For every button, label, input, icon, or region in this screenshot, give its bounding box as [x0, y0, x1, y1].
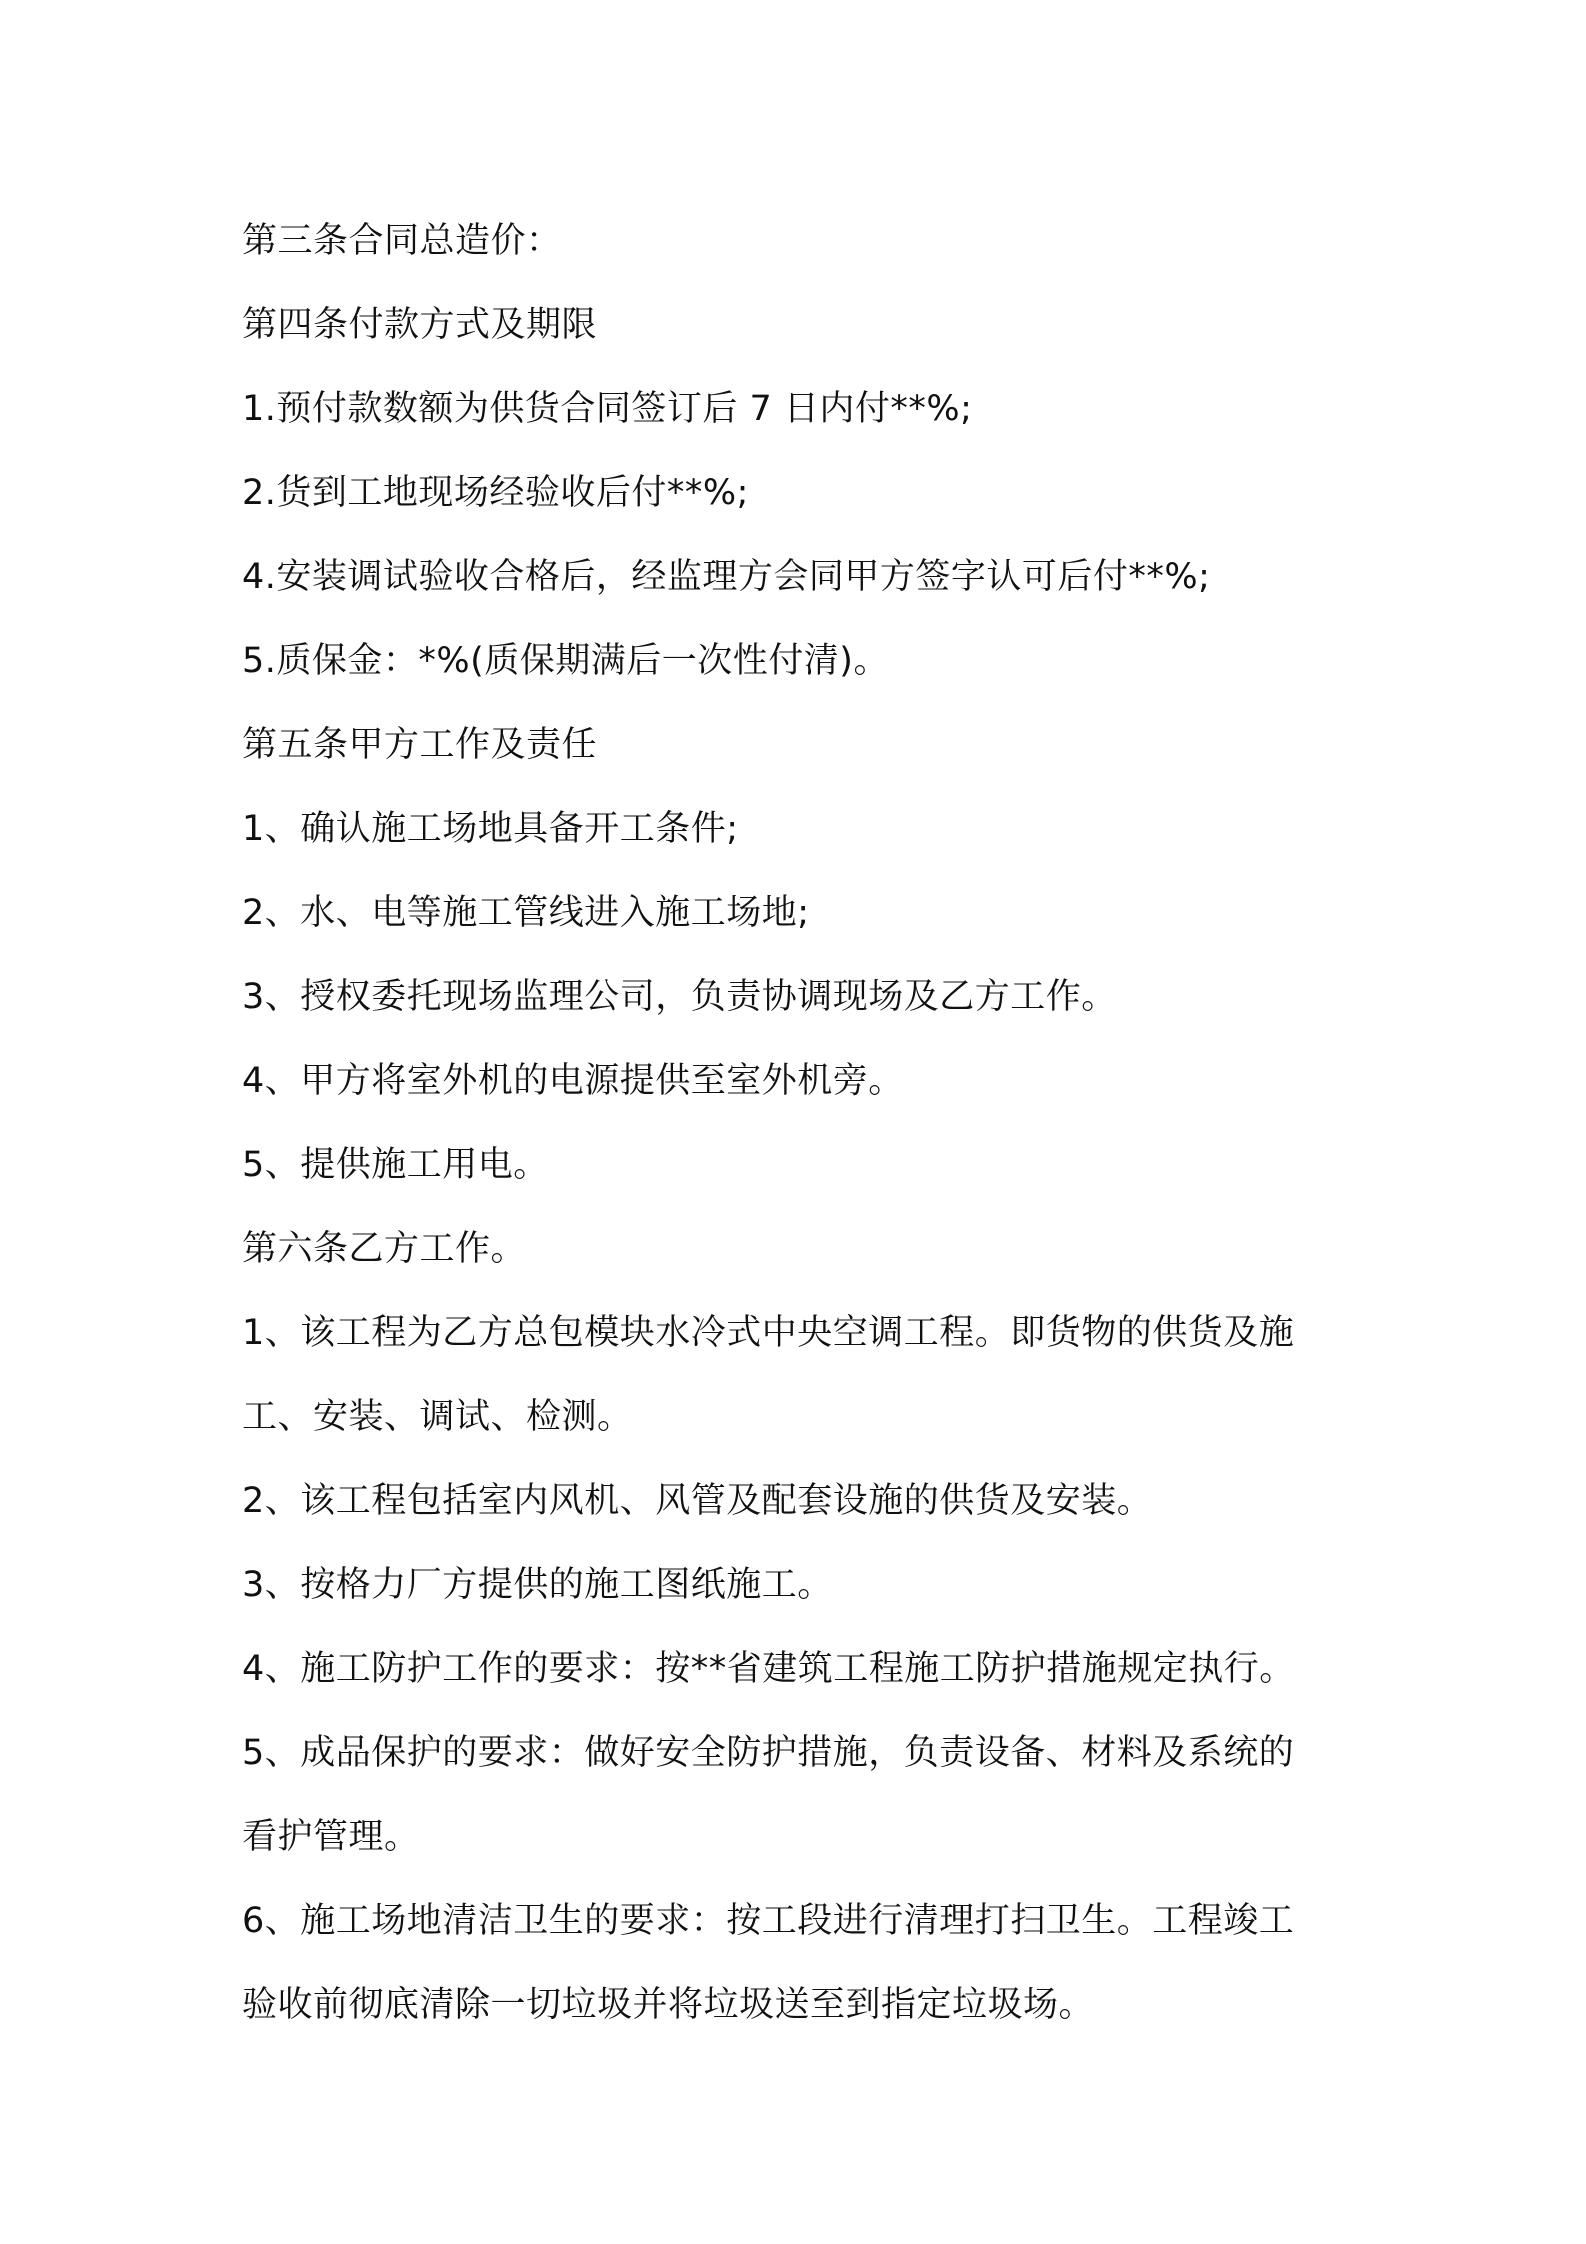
party-b-item-1-line-1: 1、该工程为乙方总包模块水冷式中央空调工程。即货物的供货及施: [242, 1313, 1295, 1353]
party-b-item-1-line-2: 工、安装、调试、检测。: [242, 1397, 633, 1437]
party-b-item-3: 3、按格力厂方提供的施工图纸施工。: [242, 1565, 833, 1605]
payment-item-4: 4.安装调试验收合格后，经监理方会同甲方签字认可后付**%;: [242, 557, 1211, 597]
payment-item-1: 1.预付款数额为供货合同签订后 7 日内付**%;: [242, 389, 973, 429]
party-b-item-2: 2、该工程包括室内风机、风管及配套设施的供货及安装。: [242, 1481, 1153, 1521]
party-a-item-3: 3、授权委托现场监理公司，负责协调现场及乙方工作。: [242, 977, 1117, 1017]
party-b-item-5-line-1: 5、成品保护的要求：做好安全防护措施，负责设备、材料及系统的: [242, 1733, 1295, 1773]
party-a-item-5: 5、提供施工用电。: [242, 1145, 549, 1185]
party-a-item-4: 4、甲方将室外机的电源提供至室外机旁。: [242, 1061, 904, 1101]
party-b-item-6-line-2: 验收前彻底清除一切垃圾并将垃圾送至到指定垃圾场。: [242, 1985, 1095, 2025]
party-a-item-1: 1、确认施工场地具备开工条件;: [242, 809, 739, 849]
party-b-item-5-line-2: 看护管理。: [242, 1817, 420, 1857]
document-body: [242, 199, 1362, 2047]
article-6-heading: 第六条乙方工作。: [242, 1229, 527, 1269]
payment-item-2: 2.货到工地现场经验收后付**%;: [242, 473, 749, 513]
article-5-heading: 第五条甲方工作及责任: [242, 725, 598, 765]
party-b-item-4: 4、施工防护工作的要求：按**省建筑工程施工防护措施规定执行。: [242, 1649, 1295, 1689]
party-b-item-6-line-1: 6、施工场地清洁卫生的要求：按工段进行清理打扫卫生。工程竣工: [242, 1901, 1295, 1941]
article-4-heading: 第四条付款方式及期限: [242, 305, 598, 345]
party-a-item-2: 2、水、电等施工管线进入施工场地;: [242, 893, 810, 933]
article-3-heading: 第三条合同总造价：: [242, 221, 562, 261]
payment-item-5: 5.质保金：*%(质保期满后一次性付清)。: [242, 641, 889, 681]
